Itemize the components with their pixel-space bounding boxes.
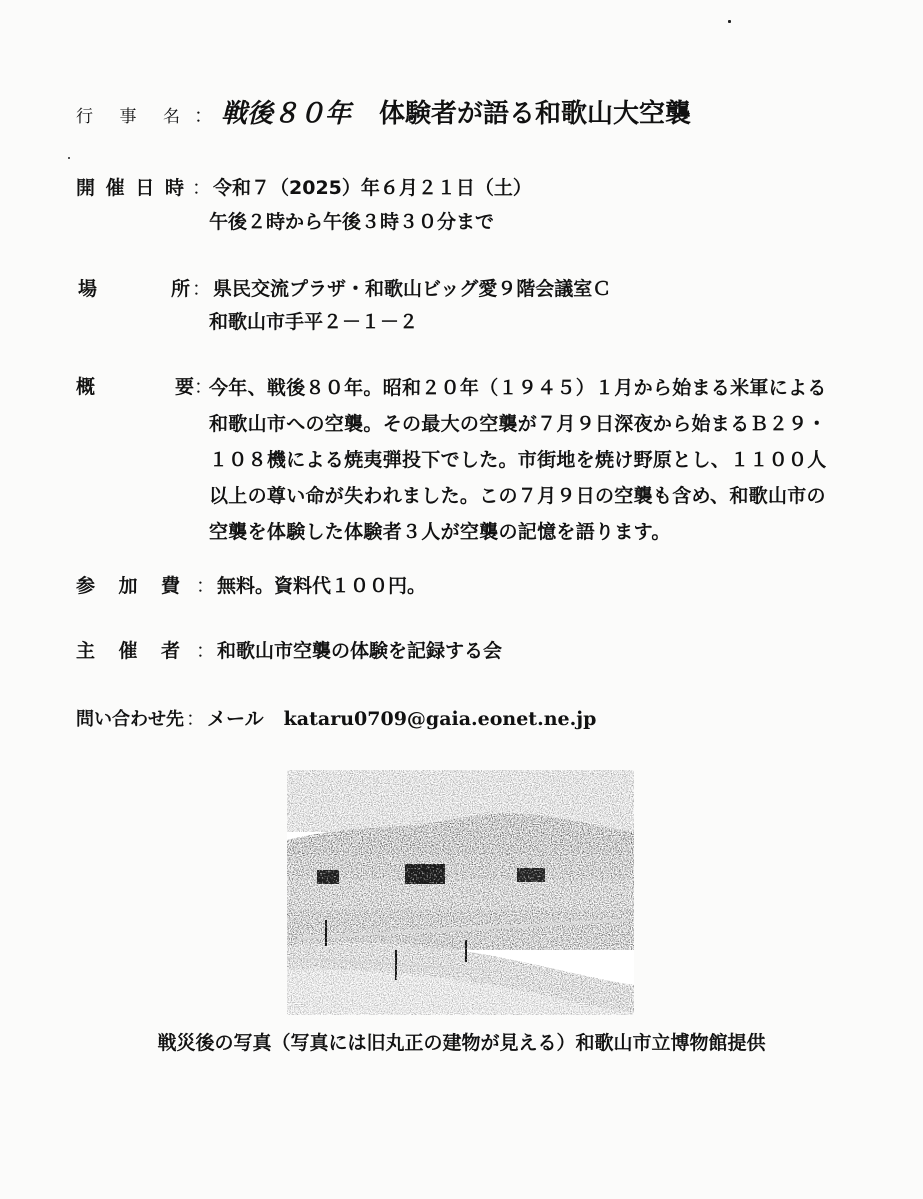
datetime-date: 令和７（2025）年６月２１日（土） xyxy=(213,177,532,199)
overview-text xyxy=(209,370,859,550)
organizer-value: 和歌山市空襲の体験を記録する会 xyxy=(217,640,503,662)
overview-line: 今年、戦後８０年。昭和２０年（１９４５）１月から始まる米軍による xyxy=(209,377,827,399)
datetime-colon: ： xyxy=(192,177,212,199)
contact-label: 問い合わせ先 xyxy=(76,709,184,730)
overview-line: 和歌山市への空襲。その最大の空襲が７月９日深夜から始まるＢ２９・ xyxy=(209,413,827,435)
overview-line: 以上の尊い命が失われました。この７月９日の空襲も含め、和歌山市の xyxy=(209,485,826,507)
postwar-photo xyxy=(287,770,634,1015)
organizer-row xyxy=(76,636,502,663)
contact-method: メール xyxy=(207,708,264,730)
venue-name: 県民交流プラザ・和歌山ビッグ愛９階会議室Ｃ xyxy=(213,278,612,300)
overview-line: 空襲を体験した体験者３人が空襲の記憶を語ります。 xyxy=(209,521,671,543)
overview-label: 概 要 xyxy=(76,376,194,398)
overview-line: １０８機による焼夷弾投下でした。市街地を焼け野原とし、１１００人 xyxy=(209,449,827,471)
event-name-row xyxy=(76,93,691,130)
scan-speck xyxy=(728,20,731,23)
fee-label: 参 加 費 xyxy=(76,575,180,597)
datetime-row xyxy=(76,173,532,200)
event-title xyxy=(221,93,691,130)
venue-row xyxy=(76,274,611,301)
organizer-label: 主 催 者 xyxy=(76,640,180,662)
fee-colon: ： xyxy=(196,575,216,597)
organizer-colon: ： xyxy=(196,640,216,662)
event-title-main: 体験者が語る和歌山大空襲 xyxy=(379,99,692,129)
datetime-label: 開 催 日 時 xyxy=(76,177,184,199)
photo-caption: 戦災後の写真（写真には旧丸正の建物が見える）和歌山市立博物館提供 xyxy=(157,1032,766,1054)
event-title-italic: 戦後８０年 xyxy=(221,99,352,129)
contact-email: kataru0709@gaia.eonet.ne.jp xyxy=(283,708,597,730)
event-name-label: 行 事 名 xyxy=(76,107,180,127)
venue-colon: ： xyxy=(192,278,212,300)
fee-row xyxy=(76,571,426,598)
contact-row xyxy=(76,704,596,731)
venue-address: 和歌山市手平２－１－２ xyxy=(209,311,419,333)
scan-speck xyxy=(68,157,70,159)
overview-colon: ： xyxy=(194,376,214,398)
contact-colon: ： xyxy=(186,708,206,730)
datetime-time: 午後２時から午後３時３０分まで xyxy=(209,211,495,233)
overview-row xyxy=(76,372,213,399)
fee-value: 無料。資料代１００円。 xyxy=(217,575,427,597)
venue-label: 場 所 xyxy=(78,278,190,300)
event-name-colon: ： xyxy=(194,105,214,127)
